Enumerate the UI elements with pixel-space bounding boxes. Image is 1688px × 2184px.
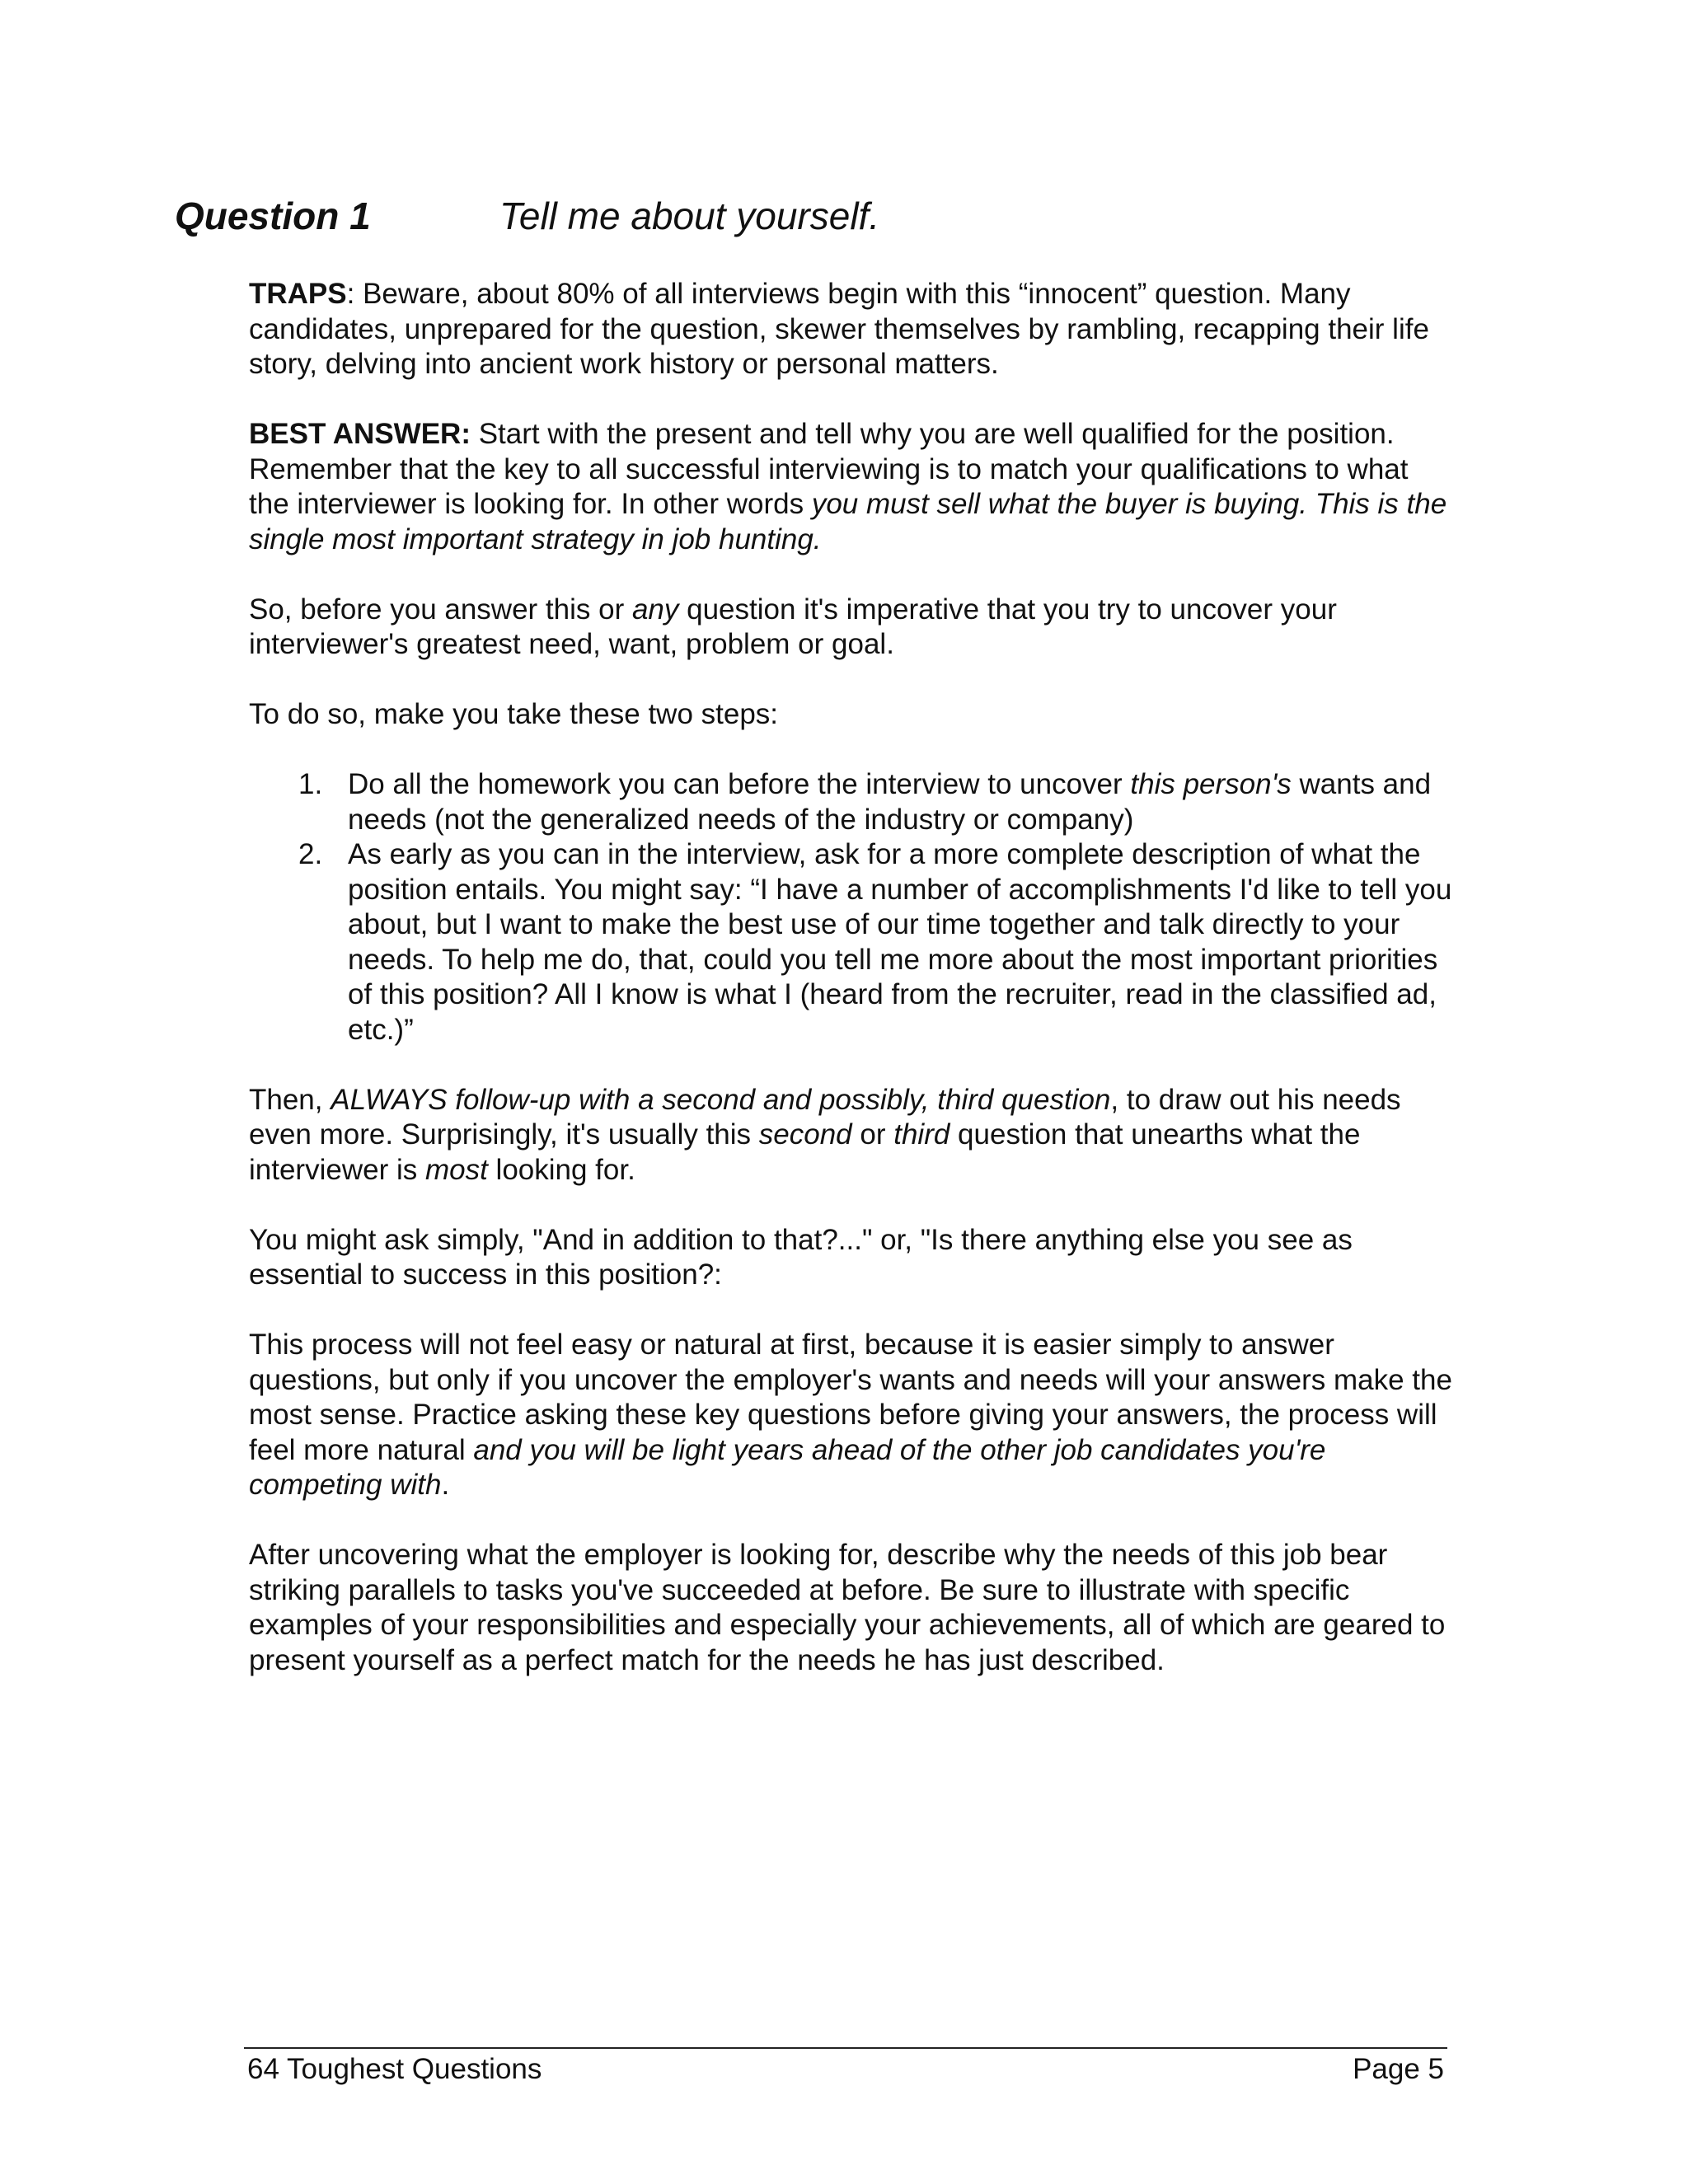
question-heading: [175, 193, 879, 239]
list-number: 1.: [298, 768, 323, 800]
process-paragraph: [249, 1328, 1452, 1503]
text-run: As early as you can in the interview, ask for a more complete description of what the position entails. You might say: “I have a number of accomplishments I'd like to tell you about, but I want to make the best use of our time together and talk directly to your needs. To help me do, that, could you tell me more about the most important priorities of this position? All I know is what I (heard from the recruiter, read in the classified ad, etc.)”: [348, 838, 1452, 1046]
steps-list: [249, 767, 1452, 1047]
text-run: So, before you answer this or: [249, 593, 632, 626]
after-paragraph: After uncovering what the employer is looking for, describe why the needs of this job bear striking parallels to tasks you've succeeded at before. Be sure to illustrate with specific examples of your responsibilities and especially your achievements, all of which are geared to present yourself as a perfect match for the needs he has just described.: [249, 1539, 1446, 1676]
traps-paragraph: [249, 277, 1452, 382]
ask-paragraph: You might ask simply, "And in addition to that?..." or, "Is there anything else you see as essential to success in this position?:: [249, 1223, 1353, 1291]
text-run: , to draw out his needs even more. Surprisingly, it's usually this: [249, 1083, 1401, 1151]
follow-up-paragraph: [249, 1083, 1452, 1188]
page-number: Page 5: [1353, 2053, 1444, 2085]
best-answer-label: BEST ANSWER:: [249, 418, 471, 450]
text-run: .: [441, 1469, 450, 1501]
emphasis-run: ALWAYS follow-up with a second and possibly, third question: [331, 1083, 1111, 1116]
list-item: [298, 767, 1452, 837]
uncover-need-paragraph: [249, 593, 1452, 663]
body-text: [249, 277, 1452, 1713]
page-footer: [244, 2047, 1447, 2085]
best-answer-text: Start with the present and tell why you are well qualified for the position. Remember that the key to all successful interviewing is to match your qualifications to what the interviewer is looking for. In other words: [249, 418, 1409, 520]
list-item: [298, 837, 1452, 1047]
text-run: Then,: [249, 1083, 331, 1116]
question-title: Tell me about yourself.: [499, 194, 880, 237]
emphasis-run: most: [424, 1153, 488, 1186]
emphasis-run: any: [631, 593, 679, 626]
emphasis-run: this person's: [1130, 768, 1292, 800]
footer-title: 64 Toughest Questions: [247, 2053, 542, 2085]
emphasis-run: second: [758, 1118, 852, 1151]
emphasis-run: third: [893, 1118, 950, 1151]
text-run: This process will not feel easy or natural at first, because it is easier simply to answer questions, but only if you uncover the employer's wants and needs will your answers make the most sense. Practice asking these key questions before giving your answers, the process will feel more natural: [249, 1329, 1452, 1466]
text-run: wants and needs (not the generalized needs of the industry or company): [348, 768, 1432, 836]
text-run: or: [851, 1118, 894, 1151]
text-run: question that unearths what the interviewer is: [249, 1118, 1361, 1186]
text-run: Do all the homework you can before the interview to uncover: [348, 768, 1131, 800]
best-answer-paragraph: [249, 417, 1452, 557]
traps-label: TRAPS: [249, 278, 347, 310]
traps-text: : Beware, about 80% of all interviews begin with this “innocent” question. Many candidates, unprepared for the question, skewer themselves by rambling, recapping their life story, delving into ancient work history or personal matters.: [249, 278, 1429, 380]
steps-intro-paragraph: To do so, make you take these two steps:: [249, 698, 779, 730]
text-run: question it's imperative that you try to uncover your interviewer's greatest need, want, problem or goal.: [249, 593, 1337, 660]
text-run: looking for.: [487, 1153, 635, 1186]
emphasis-run: and you will be light years ahead of the other job candidates you're competing with: [249, 1433, 1326, 1501]
list-number: 2.: [298, 838, 323, 870]
question-number: Question 1: [175, 194, 371, 237]
best-answer-emphasis: you must sell what the buyer is buying. This is the single most important strategy in job hunting.: [249, 488, 1447, 555]
